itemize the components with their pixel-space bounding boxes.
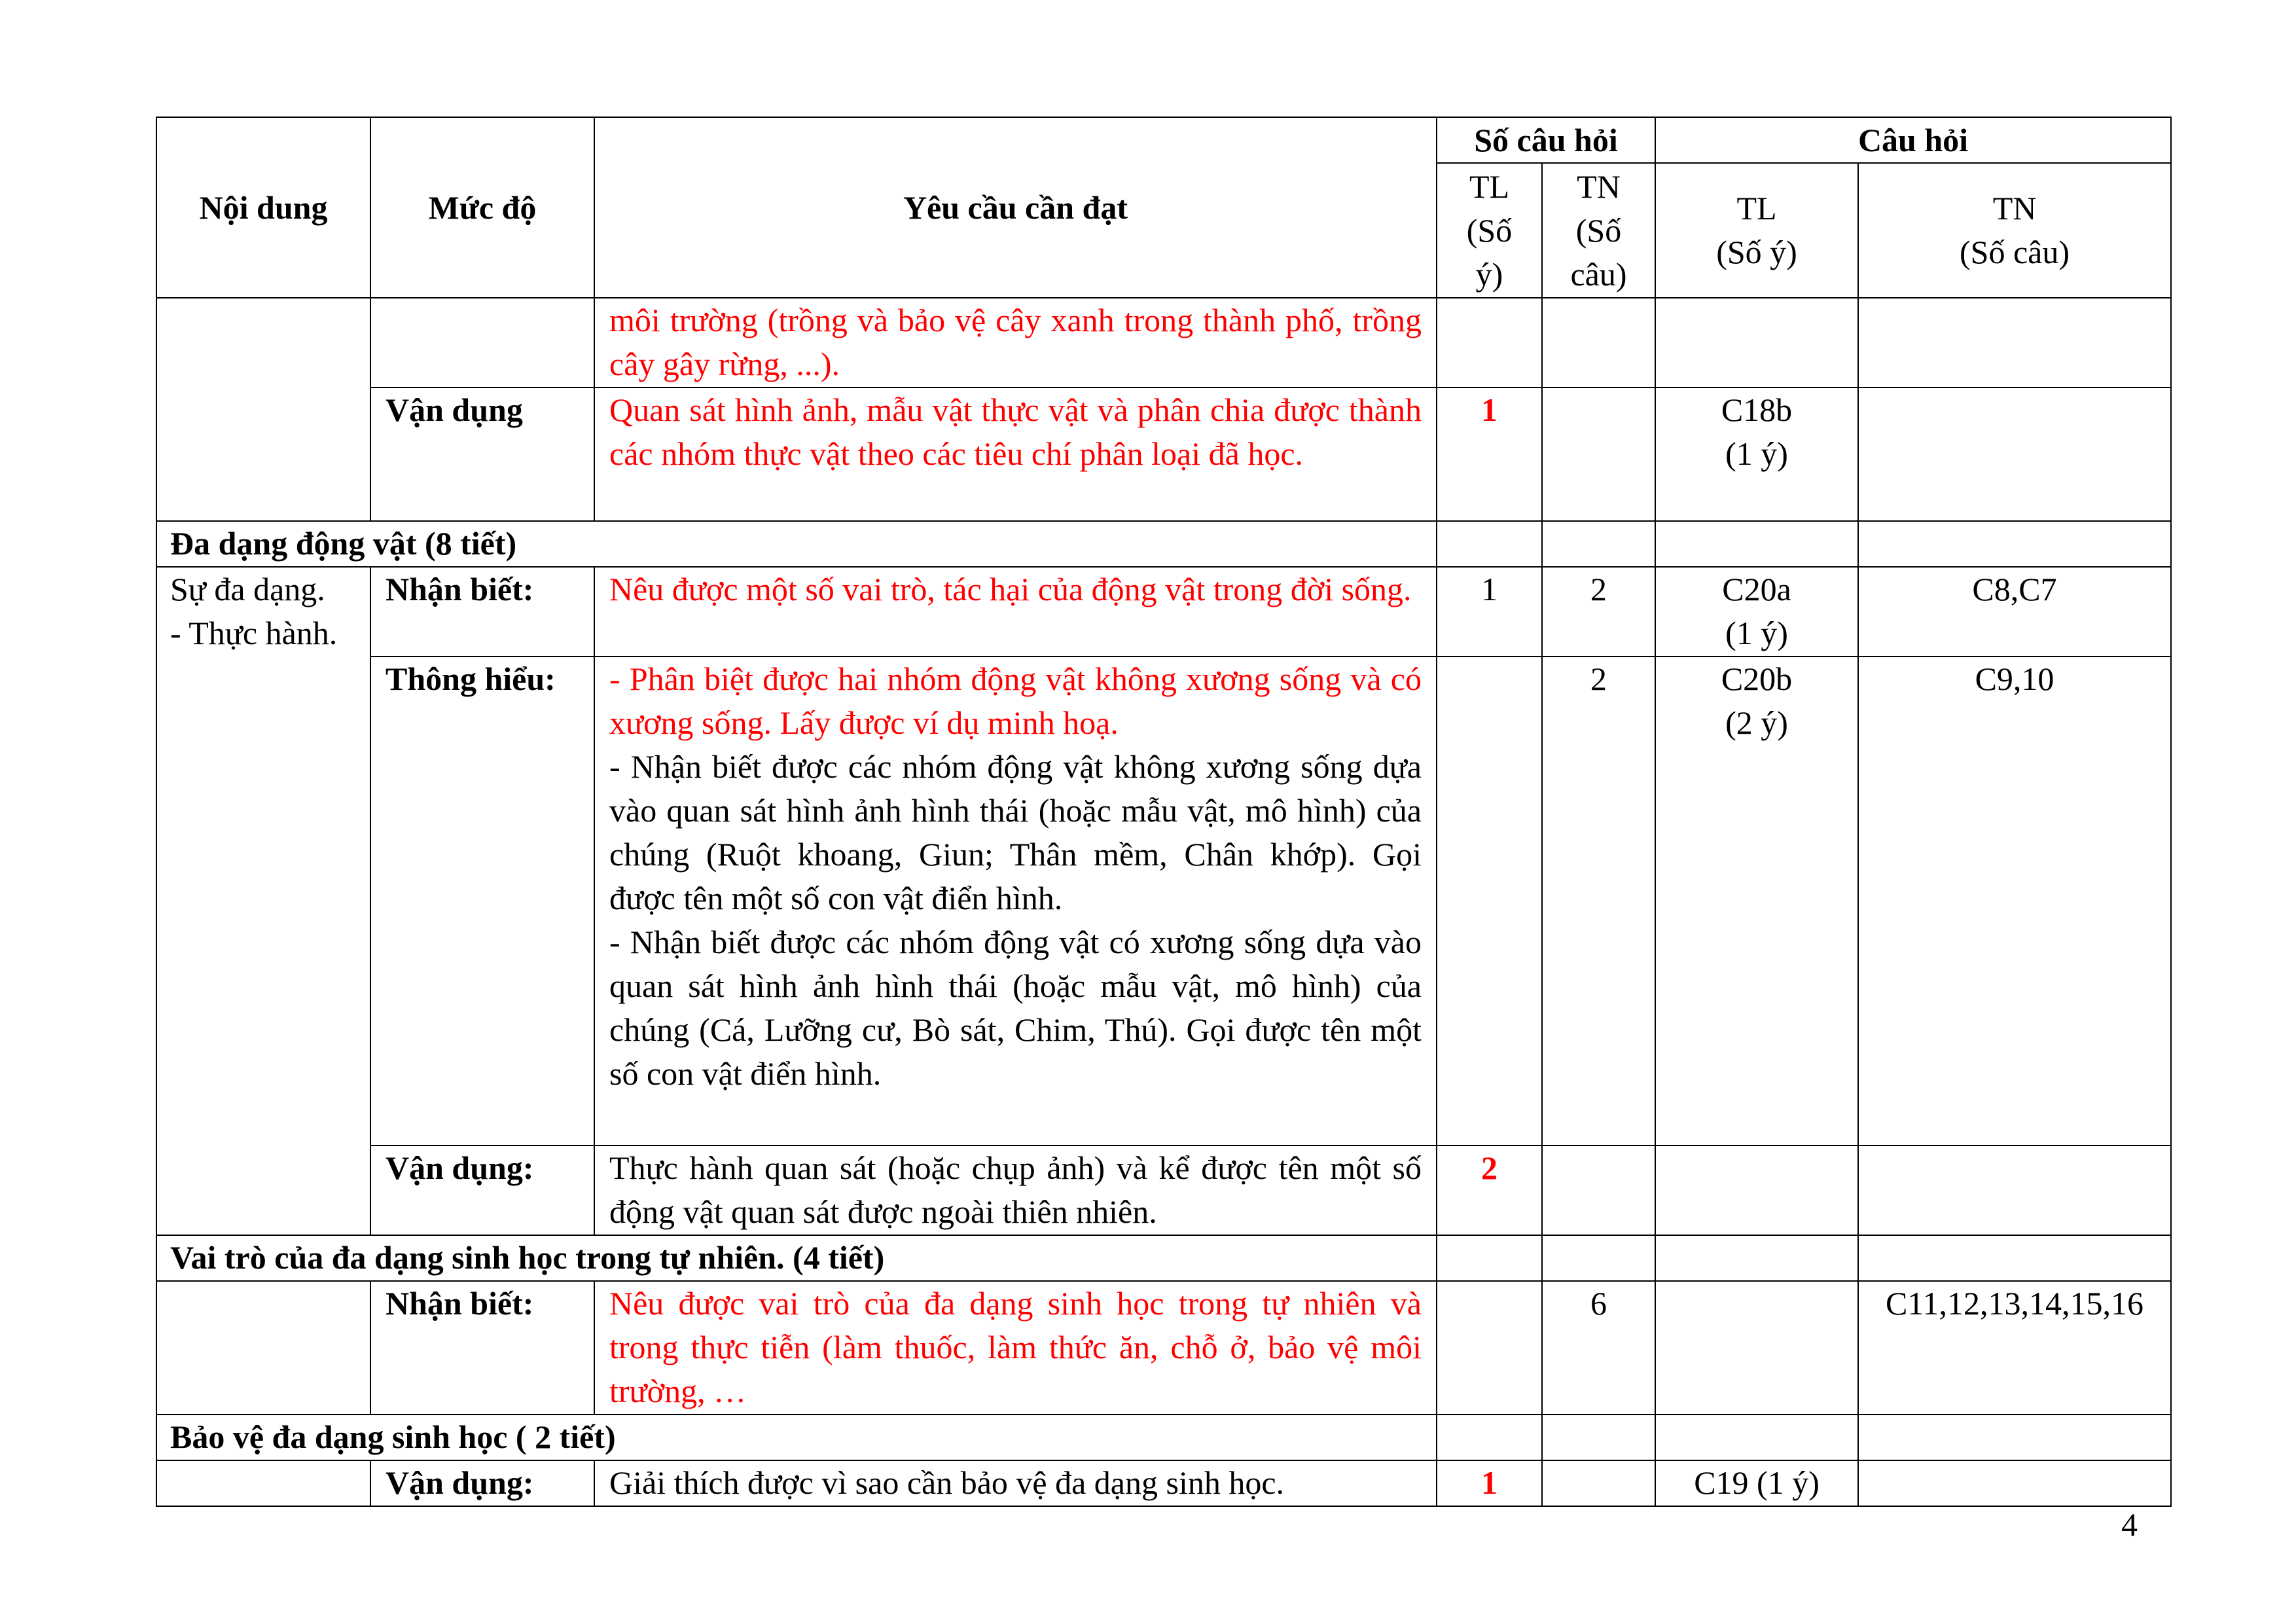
tl-question-code: C20b <box>1721 660 1793 697</box>
header-tl-question <box>1655 163 1858 298</box>
content-cell-empty <box>156 1460 370 1506</box>
header-yeu-cau: Yêu cầu cần đạt <box>594 117 1437 298</box>
level-cell: Nhận biết: <box>370 567 594 657</box>
content-cell <box>156 567 370 1235</box>
header-tl-label: TL <box>1736 190 1777 226</box>
tl-count-cell: 1 <box>1437 1460 1542 1506</box>
header-tn-count: TN (Số câu) <box>1542 163 1655 298</box>
tl-question-code: C20a <box>1722 571 1791 607</box>
level-cell: Vận dụng: <box>370 1460 594 1506</box>
header-tn-question <box>1858 163 2171 298</box>
section-title: Vai trò của đa dạng sinh học trong tự nhiên. (4 tiết) <box>156 1235 1437 1281</box>
requirement-item: - Phân biệt được hai nhóm động vật không xương sống và có xương sống. Lấy được ví dụ minh hoạ. <box>609 660 1422 741</box>
level-cell-empty <box>370 298 594 388</box>
header-so-cau-hoi: Số câu hỏi <box>1437 117 1655 163</box>
header-noi-dung: Nội dung <box>156 117 370 298</box>
tl-question-unit: (1 ý) <box>1725 435 1788 472</box>
tl-count-cell: 1 <box>1437 567 1542 657</box>
header-tn-label: TN <box>1992 190 2037 226</box>
section-title: Đa dạng động vật (8 tiết) <box>156 521 1437 567</box>
tl-count-cell: 1 <box>1437 388 1542 521</box>
tl-question-cell <box>1655 567 1858 657</box>
tl-question-unit: (1 ý) <box>1725 615 1788 651</box>
page-number: 4 <box>2121 1506 2138 1543</box>
tl-question-cell <box>1655 388 1858 521</box>
tn-question-cell: C9,10 <box>1858 657 2171 1146</box>
requirement-cell: Giải thích được vì sao cần bảo vệ đa dạng sinh học. <box>594 1460 1437 1506</box>
header-cau-hoi: Câu hỏi <box>1655 117 2171 163</box>
requirement-item: - Nhận biết được các nhóm động vật không xương sống dựa vào quan sát hình ảnh hình thái (hoặc mẫu vật, mô hình) của chúng (Ruột khoang, Giun; Thân mềm, Chân khớp). Gọi được tên một số con vật điển hình. <box>609 748 1422 916</box>
requirement-cell: Nêu được một số vai trò, tác hại của động vật trong đời sống. <box>594 567 1437 657</box>
header-muc-do: Mức độ <box>370 117 594 298</box>
header-tn-unit: (Số câu) <box>1960 234 2070 270</box>
level-cell: Vận dụng: <box>370 1146 594 1235</box>
tn-count-cell: 6 <box>1542 1281 1655 1415</box>
tl-question-cell <box>1655 657 1858 1146</box>
requirement-cell <box>594 657 1437 1146</box>
tn-count-cell: 2 <box>1542 567 1655 657</box>
requirement-cell: Nêu được vai trò của đa dạng sinh học trong tự nhiên và trong thực tiễn (làm thuốc, làm thức ăn, chỗ ở, bảo vệ môi trường, … <box>594 1281 1437 1415</box>
requirement-item: - Nhận biết được các nhóm động vật có xương sống dựa vào quan sát hình ảnh hình thái (hoặc mẫu vật, mô hình) của chúng (Cá, Lưỡng cư, Bò sát, Chim, Thú). Gọi được tên một số con vật điển hình. <box>609 924 1422 1092</box>
exam-matrix-table <box>156 117 2172 1507</box>
section-title: Bảo vệ đa dạng sinh học ( 2 tiết) <box>156 1415 1437 1460</box>
header-tl-unit: (Số ý) <box>1716 234 1797 270</box>
requirement-cell: Thực hành quan sát (hoặc chụp ảnh) và kể được tên một số động vật quan sát được ngoài thiên nhiên. <box>594 1146 1437 1235</box>
tn-question-cell: C8,C7 <box>1858 567 2171 657</box>
tn-question-cell: C11,12,13,14,15,16 <box>1858 1281 2171 1415</box>
requirement-cell: môi trường (trồng và bảo vệ cây xanh trong thành phố, trồng cây gây rừng, ...). <box>594 298 1437 388</box>
tl-question-code: C18b <box>1721 391 1793 428</box>
tl-question-unit: (2 ý) <box>1725 704 1788 741</box>
content-cell-empty <box>156 298 370 521</box>
header-tl-count: TL (Số ý) <box>1437 163 1542 298</box>
level-cell: Nhận biết: <box>370 1281 594 1415</box>
tn-count-cell: 2 <box>1542 657 1655 1146</box>
content-label: - Thực hành. <box>170 615 338 651</box>
content-cell-empty <box>156 1281 370 1415</box>
content-label: Sự đa dạng. <box>170 571 325 607</box>
tl-count-cell: 2 <box>1437 1146 1542 1235</box>
level-cell: Thông hiểu: <box>370 657 594 1146</box>
level-cell: Vận dụng <box>370 388 594 521</box>
tl-question-cell: C19 (1 ý) <box>1655 1460 1858 1506</box>
requirement-cell: Quan sát hình ảnh, mẫu vật thực vật và phân chia được thành các nhóm thực vật theo các tiêu chí phân loại đã học. <box>594 388 1437 521</box>
